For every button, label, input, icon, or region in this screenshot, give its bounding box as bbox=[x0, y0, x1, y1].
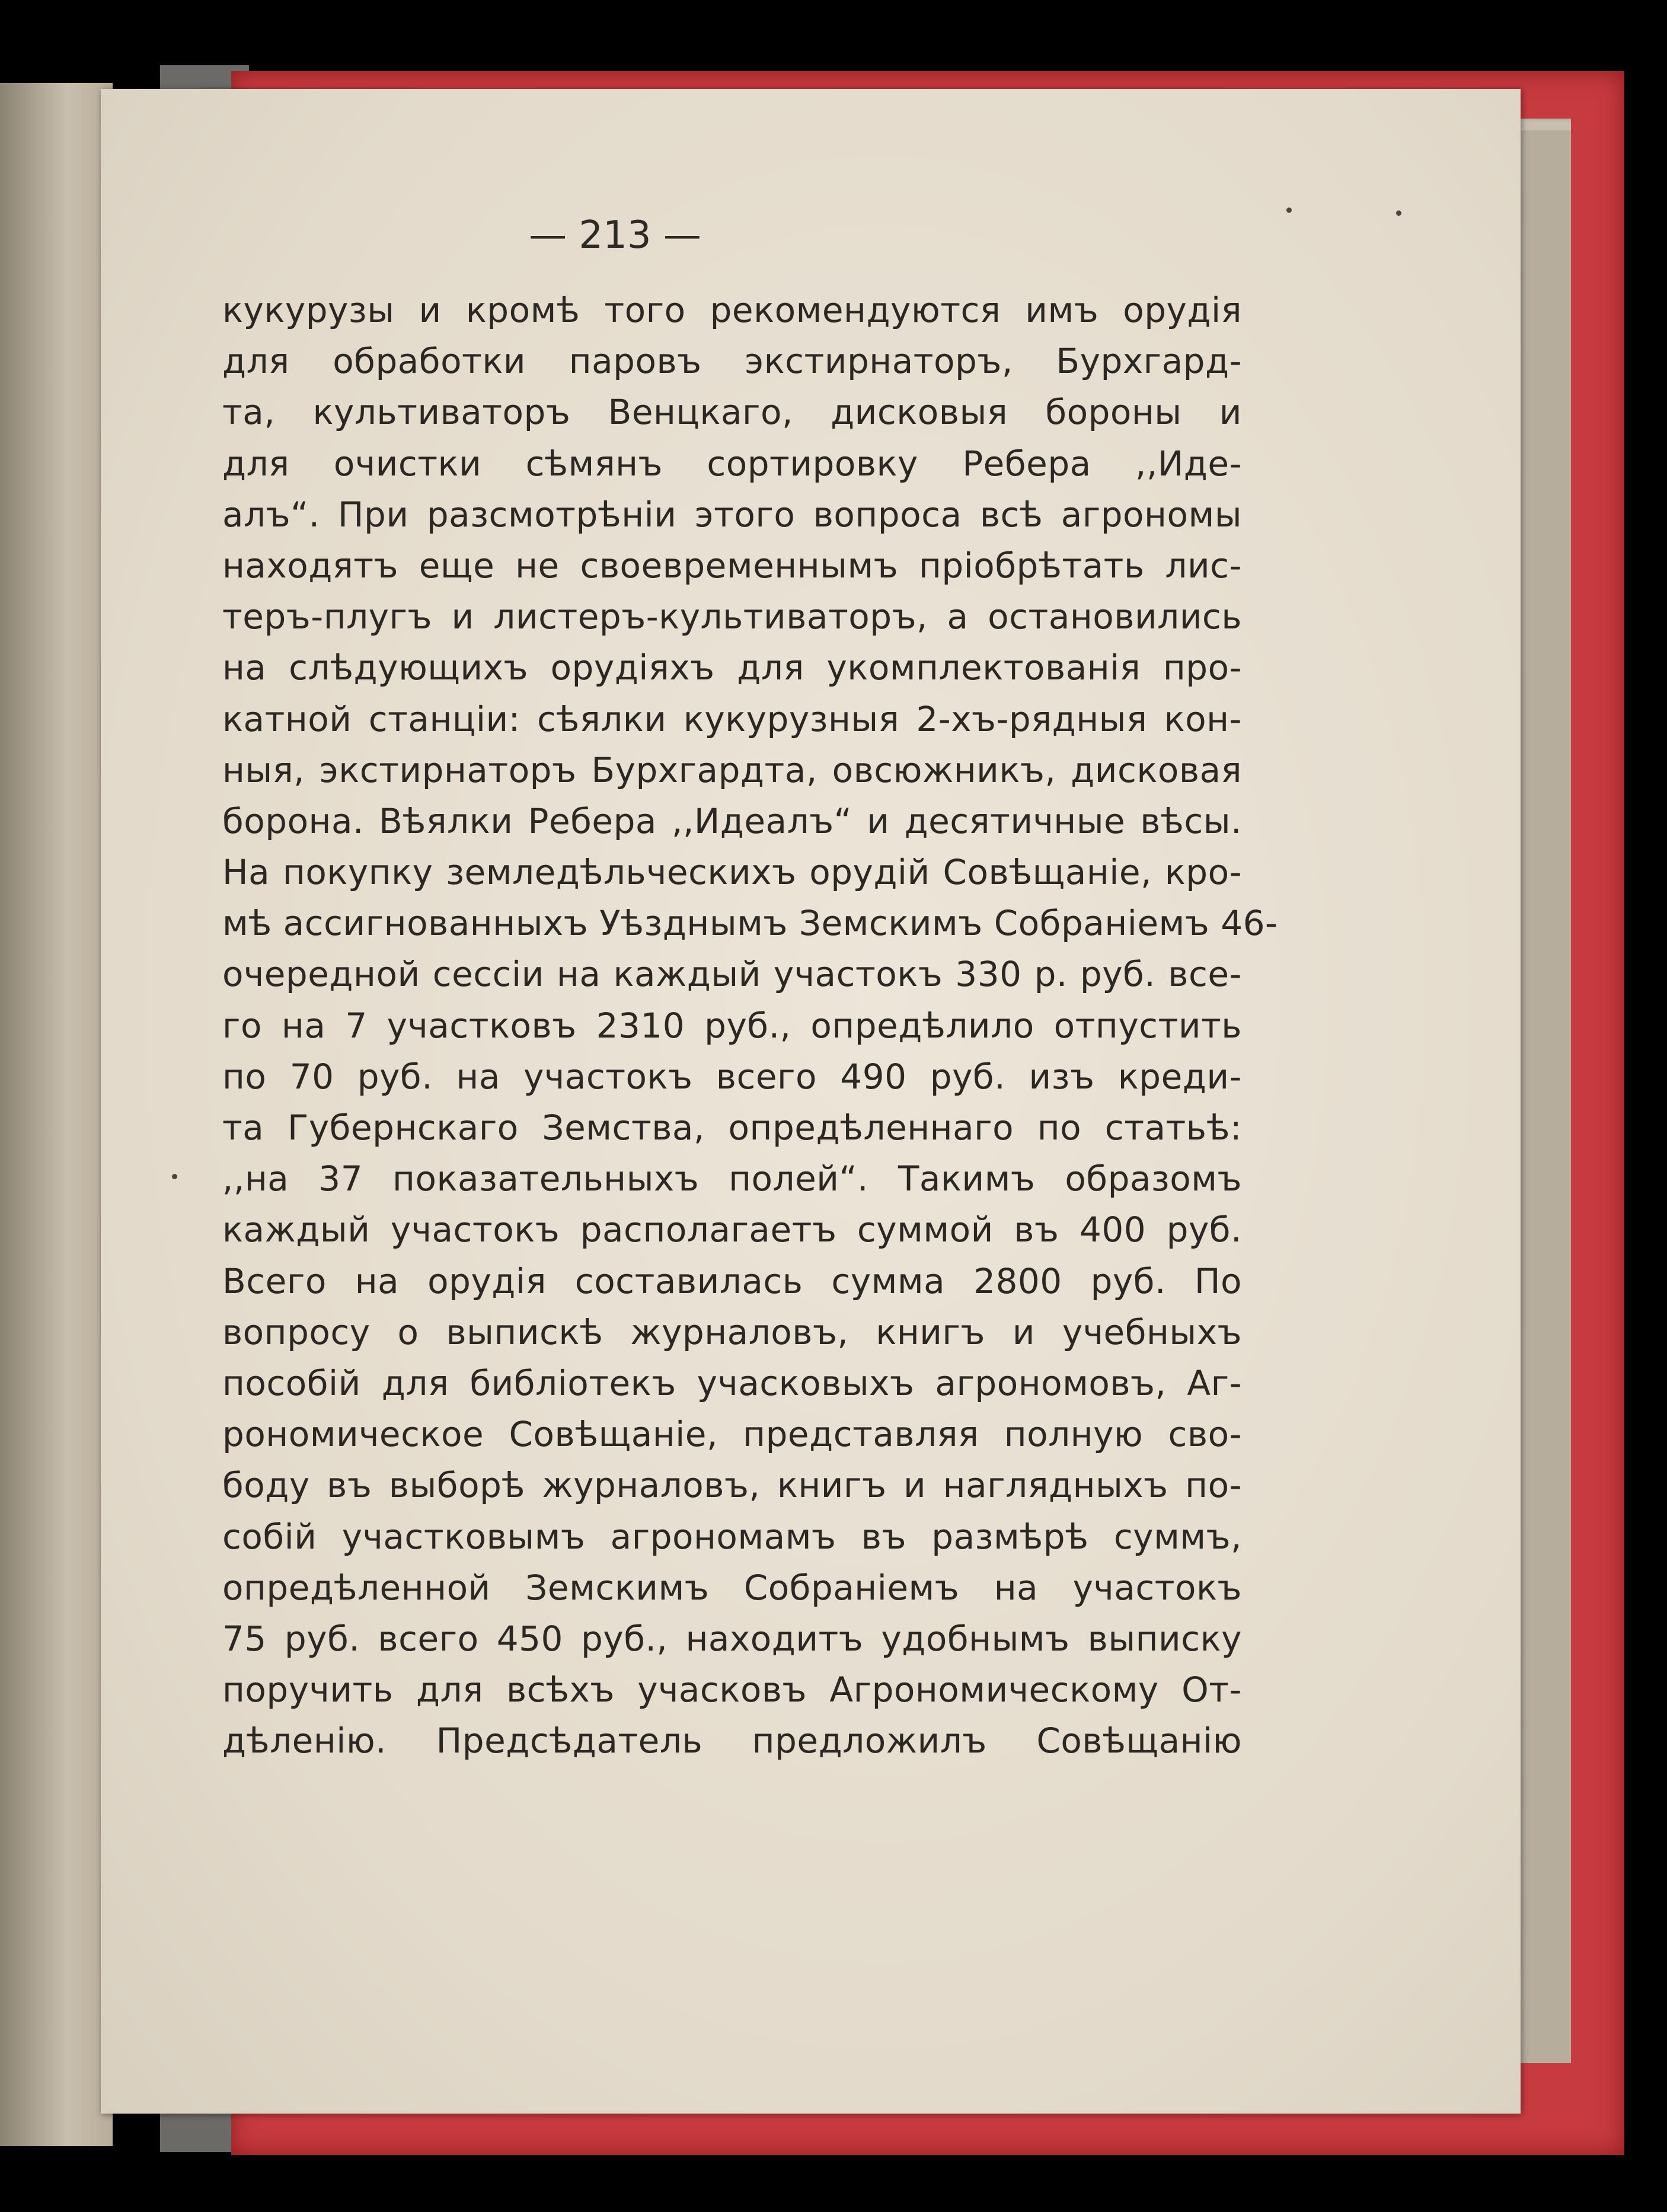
text-line: теръ-плугъ и листеръ-культиваторъ, а остановились bbox=[222, 596, 1242, 637]
paper-speck bbox=[172, 1174, 177, 1179]
book-page bbox=[101, 89, 1521, 2114]
text-line: каждый участокъ располагаетъ суммой въ 400 руб. bbox=[222, 1209, 1242, 1250]
page-number: — 213 — bbox=[529, 213, 701, 257]
text-line: Всего на орудія составилась сумма 2800 руб. По bbox=[222, 1260, 1242, 1301]
text-line: вопросу о выпискѣ журналовъ, книгъ и учебныхъ bbox=[222, 1311, 1242, 1352]
text-line: очередной сессіи на каждый участокъ 330 р. руб. все- bbox=[222, 954, 1242, 995]
text-line: мѣ ассигнованныхъ Уѣзднымъ Земскимъ Собраніемъ 46- bbox=[222, 903, 1278, 944]
text-line: для обработки паровъ экстирнаторъ, Бурхгард- bbox=[222, 341, 1242, 382]
text-line: ныя, экстирнаторъ Бурхгардта, овсюжникъ, дисковая bbox=[222, 749, 1242, 790]
text-line: по 70 руб. на участокъ всего 490 руб. изъ креди- bbox=[222, 1056, 1242, 1097]
text-line: 75 руб. всего 450 руб., находитъ удобнымъ выписку bbox=[222, 1618, 1242, 1659]
text-line: рономическое Совѣщаніе, представляя полную сво- bbox=[222, 1414, 1242, 1455]
paper-speck bbox=[1286, 208, 1292, 213]
text-line: пособій для библіотекъ учасковыхъ агрономовъ, Аг- bbox=[222, 1362, 1242, 1403]
paper-speck bbox=[1396, 210, 1401, 216]
previous-page-edge bbox=[0, 83, 113, 2146]
text-line: го на 7 участковъ 2310 руб., опредѣлило отпустить bbox=[222, 1005, 1242, 1046]
text-line: для очистки сѣмянъ сортировку Ребера ,,Иде- bbox=[222, 443, 1242, 484]
text-line: та Губернскаго Земства, опредѣленнаго по статьѣ: bbox=[222, 1107, 1242, 1148]
text-line: На покупку земледѣльческихъ орудій Совѣщаніе, кро- bbox=[222, 852, 1242, 893]
text-line: опредѣленной Земскимъ Собраніемъ на участокъ bbox=[222, 1567, 1242, 1608]
text-line: дѣленію. Предсѣдатель предложилъ Совѣщанію bbox=[222, 1721, 1242, 1761]
text-line: кукурузы и кромѣ того рекомендуются имъ орудія bbox=[222, 290, 1242, 330]
text-line: ,,на 37 показательныхъ полей“. Такимъ образомъ bbox=[222, 1158, 1242, 1199]
text-line: алъ“. При разсмотрѣніи этого вопроса всѣ агрономы bbox=[222, 494, 1242, 535]
text-line: на слѣдующихъ орудіяхъ для укомплектованія про- bbox=[222, 647, 1242, 688]
text-line: собій участковымъ агрономамъ въ размѣрѣ суммъ, bbox=[222, 1516, 1242, 1557]
text-line: поручить для всѣхъ учасковъ Агрономическому От- bbox=[222, 1670, 1242, 1710]
text-line: боду въ выборѣ журналовъ, книгъ и наглядныхъ по- bbox=[222, 1465, 1242, 1506]
text-line: та, культиваторъ Венцкаго, дисковыя бороны и bbox=[222, 392, 1242, 433]
body-text bbox=[222, 285, 1278, 1766]
text-line: находятъ еще не своевременнымъ пріобрѣтать лис- bbox=[222, 545, 1242, 586]
text-line: катной станціи: сѣялки кукурузныя 2-хъ-рядныя кон- bbox=[222, 698, 1242, 739]
text-line: борона. Вѣялки Ребера ,,Идеалъ“ и десятичные вѣсы. bbox=[222, 800, 1242, 841]
